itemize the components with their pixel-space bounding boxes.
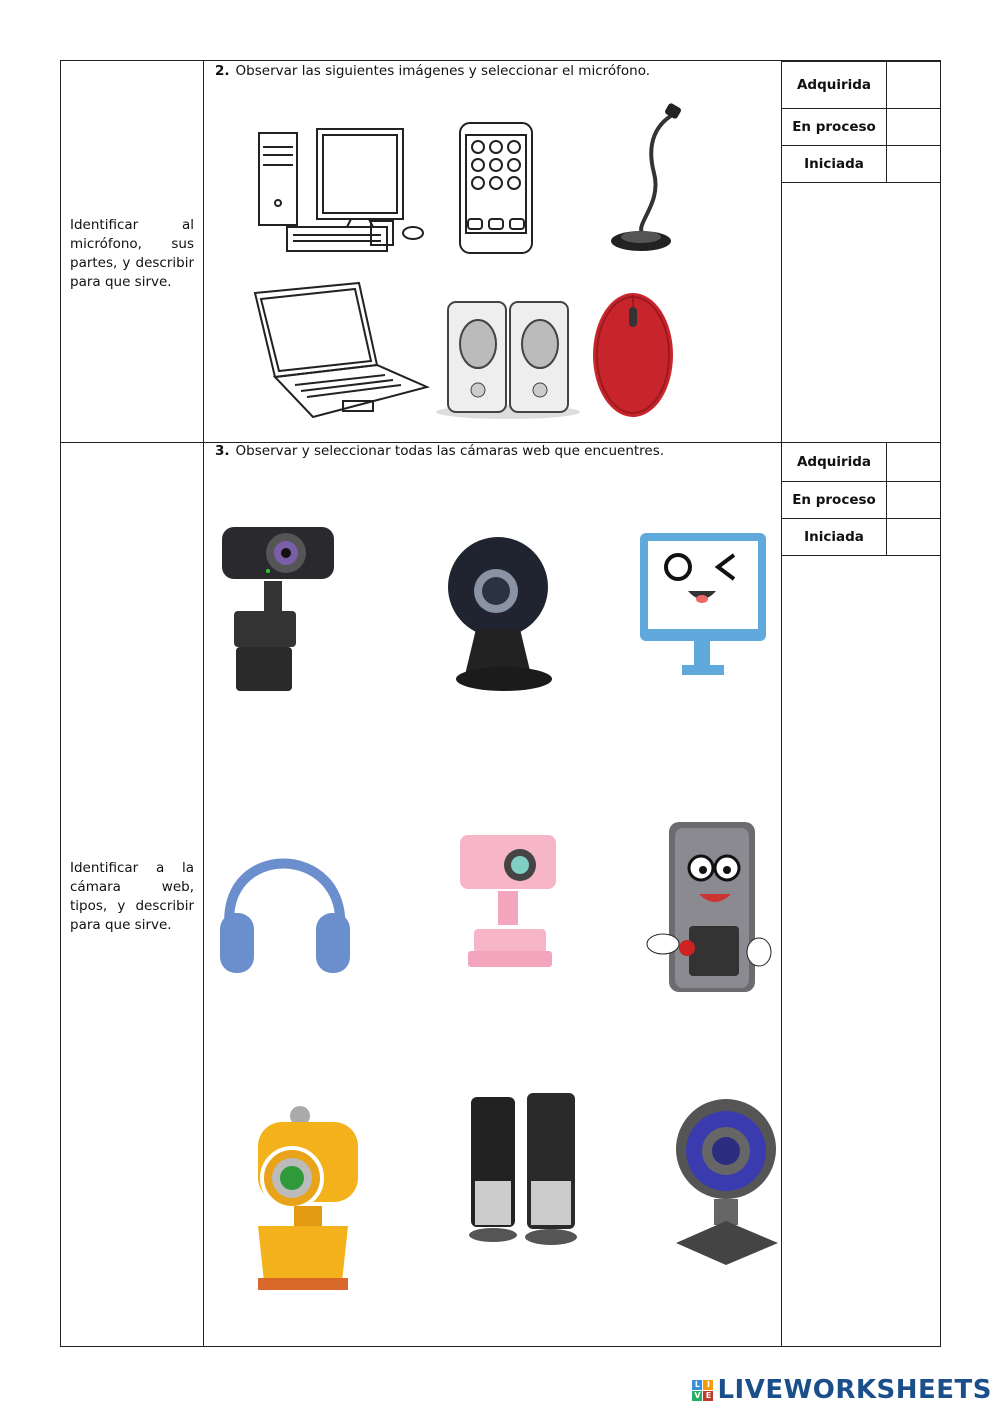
- mouse-image[interactable]: [591, 291, 675, 419]
- speakers-image[interactable]: [436, 296, 581, 421]
- logo-mark-icon: [692, 1380, 713, 1401]
- logo-letter: E: [703, 1391, 713, 1401]
- question-3: [215, 443, 664, 459]
- liveworksheets-logo: [692, 1375, 992, 1405]
- logo-letter: V: [694, 1391, 701, 1400]
- rating-iniciada: Iniciada: [782, 146, 887, 183]
- rating-box[interactable]: [887, 62, 941, 109]
- microphone-image[interactable]: [596, 103, 686, 253]
- headphones-image[interactable]: [218, 821, 353, 976]
- laptop-image[interactable]: [251, 281, 431, 421]
- monitor-character-image[interactable]: [638, 531, 768, 679]
- logo-letter: I: [703, 1380, 713, 1390]
- question-number: 3.: [215, 443, 230, 459]
- objective-microphone: Identificar al micrófono, sus partes, y describir para que sirve.: [70, 217, 194, 290]
- worksheet-table: [60, 60, 941, 1347]
- rating-adquirida: Adquirida: [782, 62, 887, 109]
- webcam-blue-image[interactable]: [670, 1093, 782, 1273]
- webcam-ball-image[interactable]: [446, 529, 556, 694]
- logo-text: LIVEWORKSHEETS: [717, 1375, 992, 1405]
- speakers-black-image[interactable]: [467, 1091, 587, 1251]
- rating-box[interactable]: [887, 109, 941, 146]
- rating-box[interactable]: [887, 482, 941, 519]
- question-number: 2.: [215, 63, 230, 79]
- webcam-yellow-image[interactable]: [238, 1106, 363, 1291]
- question-2: [215, 63, 650, 79]
- webcam-pink-image[interactable]: [458, 831, 558, 971]
- question-text: Observar las siguientes imágenes y seleccionar el micrófono.: [235, 63, 651, 79]
- logo-letter: L: [692, 1380, 702, 1390]
- rating-en-proceso: En proceso: [782, 482, 887, 519]
- question-text: Observar y seleccionar todas las cámaras web que encuentres.: [235, 443, 665, 459]
- objective-webcam: Identificar a la cámara web, tipos, y describir para que sirve.: [70, 860, 194, 933]
- computer-tower-character-image[interactable]: [641, 818, 776, 998]
- rating-box[interactable]: [887, 146, 941, 183]
- rating-box[interactable]: [887, 519, 941, 556]
- rating-adquirida: Adquirida: [782, 443, 887, 482]
- desktop-computer-image[interactable]: [251, 123, 431, 258]
- rating-box[interactable]: [887, 443, 941, 482]
- rating-iniciada: Iniciada: [782, 519, 887, 556]
- webcam-clip-image[interactable]: [218, 521, 338, 696]
- rating-en-proceso: En proceso: [782, 109, 887, 146]
- mobile-phone-image[interactable]: [456, 121, 536, 256]
- rating-table-2: [781, 442, 941, 556]
- column-divider: [203, 61, 204, 1346]
- rating-table-1: [781, 61, 941, 183]
